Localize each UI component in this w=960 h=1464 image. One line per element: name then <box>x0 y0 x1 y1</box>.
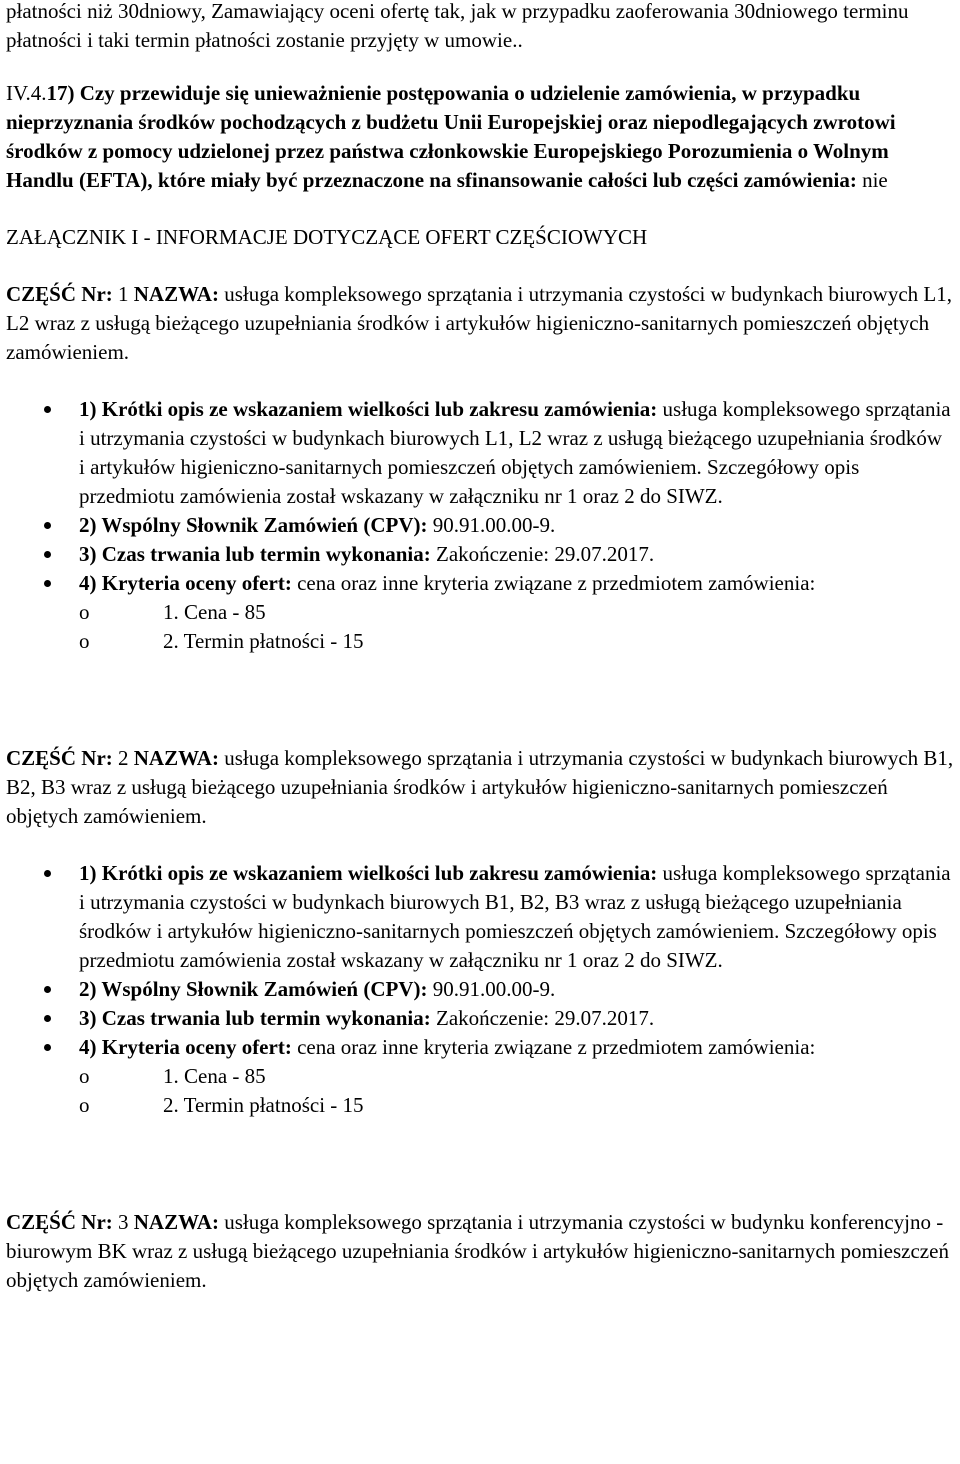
duration-label: 3) Czas trwania lub termin wykonania: <box>79 1006 431 1030</box>
list-item <box>6 1033 960 1120</box>
short-desc-label: 1) Krótki opis ze wskazaniem wielkości lub zakresu zamówienia: <box>79 861 658 885</box>
part-name: usługa kompleksowego sprzątania i utrzymania czystości w budynku konferencyjno - biurowym BK wraz z usługą bieżącego uzupełniania środków i artykułów higieniczno-sanitarnych pomieszczeń objętych zamówieniem. <box>6 1210 949 1292</box>
part-heading <box>6 280 960 367</box>
part-2 <box>6 744 960 1120</box>
intro-paragraph: płatności niż 30dniowy, Zamawiający oceni ofertę tak, jak w przypadku zaoferowania 30dniowego terminu płatności i taki termin płatności zostanie przyjęty w umowie.. <box>6 0 909 52</box>
short-desc-label: 1) Krótki opis ze wskazaniem wielkości lub zakresu zamówienia: <box>79 397 658 421</box>
criteria-item-text: 1. Cena - 85 <box>163 1064 266 1088</box>
criteria-item <box>79 598 952 627</box>
list-item <box>6 540 960 569</box>
part-number: 1 <box>112 282 134 306</box>
criteria-item-text: 2. Termin płatności - 15 <box>163 1093 364 1117</box>
criteria-list <box>79 598 952 656</box>
criteria-item <box>79 627 952 656</box>
part-heading <box>6 744 960 831</box>
section-answer: nie <box>856 168 888 192</box>
cpv-value: 90.91.00.00-9. <box>427 513 556 537</box>
sub-bullet-marker: o <box>79 1093 90 1117</box>
duration-value: Zakończenie: 29.07.2017. <box>430 542 655 566</box>
cpv-value: 90.91.00.00-9. <box>427 977 556 1001</box>
section-question: 17) Czy przewiduje się unieważnienie postępowania o udzielenie zamówienia, w przypadku nieprzyznania środków pochodzących z budżetu Unii Europejskiej oraz niepodlegających zwrotowi środków z pomocy udzielonej przez państwa członkowskie Europejskiego Porozumienia o Wolnym Handlu (EFTA), które miały być przeznaczone na sfinansowanie całości lub części zamówienia: <box>6 81 896 192</box>
criteria-label: 4) Kryteria oceny ofert: <box>79 1035 292 1059</box>
part-heading <box>6 1208 960 1295</box>
part-name: usługa kompleksowego sprzątania i utrzymania czystości w budynkach biurowych B1, B2, B3 wraz z usługą bieżącego uzupełniania środków i artykułów higieniczno-sanitarnych pomieszczeń objętych zamówieniem. <box>6 746 954 828</box>
list-item <box>6 395 960 511</box>
list-item <box>6 511 960 540</box>
part-3 <box>6 1208 960 1295</box>
sub-bullet-marker: o <box>79 629 90 653</box>
criteria-item-text: 2. Termin płatności - 15 <box>163 629 364 653</box>
short-desc-value: usługa kompleksowego sprzątania i utrzymania czystości w budynkach biurowych B1, B2, B3 wraz z usługą bieżącego uzupełniania środków i artykułów higieniczno-sanitarnych pomieszczeń objętych zamówieniem. Szczegółowy opis przedmiotu zamówienia został wskazany w załączniku nr 1 oraz 2 do SIWZ. <box>79 861 951 972</box>
part-label: CZĘŚĆ Nr: <box>6 746 113 770</box>
list-item <box>6 975 960 1004</box>
cpv-label: 2) Wspólny Słownik Zamówień (CPV): <box>79 977 428 1001</box>
list-item <box>6 859 960 975</box>
criteria-item <box>79 1091 952 1120</box>
criteria-value: cena oraz inne kryteria związane z przedmiotem zamówienia: <box>291 1035 816 1059</box>
part-details-list <box>6 859 960 1120</box>
criteria-value: cena oraz inne kryteria związane z przedmiotem zamówienia: <box>291 571 816 595</box>
criteria-item <box>79 1062 952 1091</box>
part-number: 2 <box>112 746 134 770</box>
duration-value: Zakończenie: 29.07.2017. <box>430 1006 655 1030</box>
name-label: NAZWA: <box>133 282 219 306</box>
short-desc-value: usługa kompleksowego sprzątania i utrzymania czystości w budynkach biurowych L1, L2 wraz z usługą bieżącego uzupełniania środków i artykułów higieniczno-sanitarnych pomieszczeń objętych zamówieniem. Szczegółowy opis przedmiotu zamówienia został wskazany w załączniku nr 1 oraz 2 do SIWZ. <box>79 397 951 508</box>
section-prefix: IV.4. <box>6 81 47 105</box>
cpv-label: 2) Wspólny Słownik Zamówień (CPV): <box>79 513 428 537</box>
duration-label: 3) Czas trwania lub termin wykonania: <box>79 542 431 566</box>
name-label: NAZWA: <box>133 746 219 770</box>
part-label: CZĘŚĆ Nr: <box>6 1210 113 1234</box>
name-label: NAZWA: <box>133 1210 219 1234</box>
annex-title: ZAŁĄCZNIK I - INFORMACJE DOTYCZĄCE OFERT CZĘŚCIOWYCH <box>6 225 648 249</box>
sub-bullet-marker: o <box>79 1064 90 1088</box>
section-iv-4-17 <box>6 79 960 195</box>
list-item <box>6 569 960 656</box>
list-item <box>6 1004 960 1033</box>
criteria-label: 4) Kryteria oceny ofert: <box>79 571 292 595</box>
part-name: usługa kompleksowego sprzątania i utrzymania czystości w budynkach biurowych L1, L2 wraz z usługą bieżącego uzupełniania środków i artykułów higieniczno-sanitarnych pomieszczeń objętych zamówieniem. <box>6 282 952 364</box>
part-1 <box>6 280 960 656</box>
criteria-item-text: 1. Cena - 85 <box>163 600 266 624</box>
part-label: CZĘŚĆ Nr: <box>6 282 113 306</box>
part-details-list <box>6 395 960 656</box>
part-number: 3 <box>112 1210 134 1234</box>
sub-bullet-marker: o <box>79 600 90 624</box>
criteria-list <box>79 1062 952 1120</box>
